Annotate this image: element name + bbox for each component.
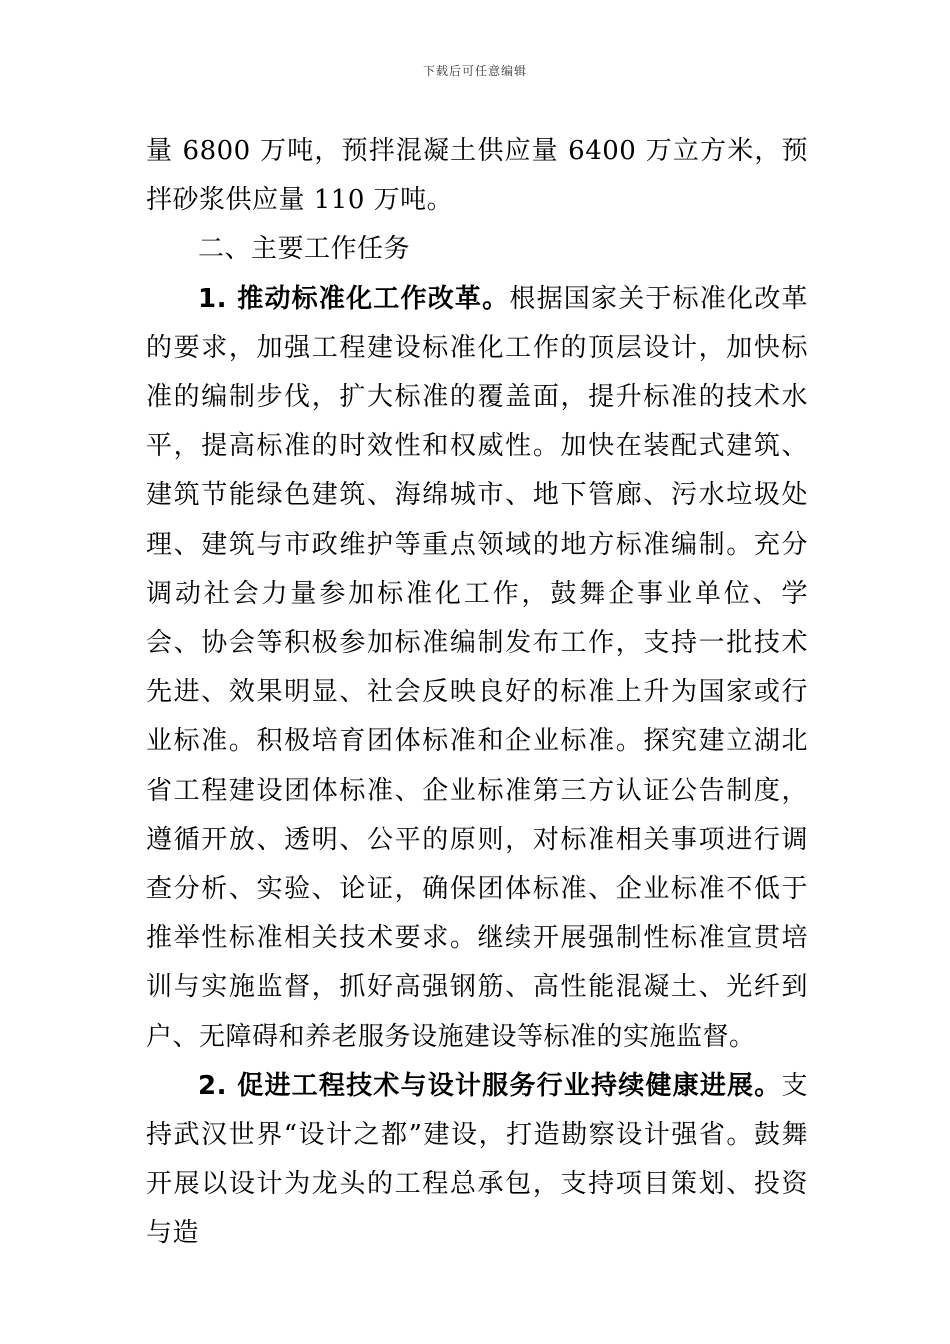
paragraph-standardization bbox=[146, 275, 808, 1062]
paragraph-continuation: 量 6800 万吨，预拌混凝土供应量 6400 万立方米，预拌砂浆供应量 110 万吨。 bbox=[146, 136, 808, 216]
paragraph-body-1: 根据国家关于标准化改革的要求，加强工程建设标准化工作的顶层设计，加快标准的编制步伐，扩大标准的覆盖面，提升标准的技术水平，提高标准的时效性和权威性。加快在装配式建筑、建筑节能绿色建筑、海绵城市、地下管廊、污水垃圾处理、建筑与市政维护等重点领域的地方标准编制。充分调动社会力量参加标准化工作，鼓舞企事业单位、学会、协会等积极参加标准编制发布工作，支持一批技术先进、效果明显、社会反映良好的标准上升为国家或行业标准。积极培育团体标准和企业标准。探究建立湖北省工程建设团体标准、企业标准第三方认证公告制度，遵循开放、透明、公平的原则，对标准相关事项进行调查分析、实验、论证，确保团体标准、企业标准不低于推举性标准相关技术要求。继续开展强制性标准宣贯培训与实施监督，抓好高强钢筋、高性能混凝土、光纤到户、无障碍和养老服务设施建设等标准的实施监督。 bbox=[146, 283, 808, 1052]
paragraph-body-2: 支持武汉世界“设计之都”建设，打造勘察设计强省。鼓舞开展以设计为龙头的工程总承包，支持项目策划、投资与造 bbox=[146, 1070, 808, 1249]
paragraph-lead-2: 2. 促进工程技术与设计服务行业持续健康进展。 bbox=[198, 1070, 782, 1101]
paragraph-design-services bbox=[146, 1062, 808, 1259]
page-header: 下载后可任意编辑 bbox=[422, 64, 527, 78]
paragraph-lead-1: 1. 推动标准化工作改革。 bbox=[198, 283, 510, 314]
document-body bbox=[146, 127, 808, 1259]
section-heading: 二、主要工作任务 bbox=[198, 234, 411, 265]
